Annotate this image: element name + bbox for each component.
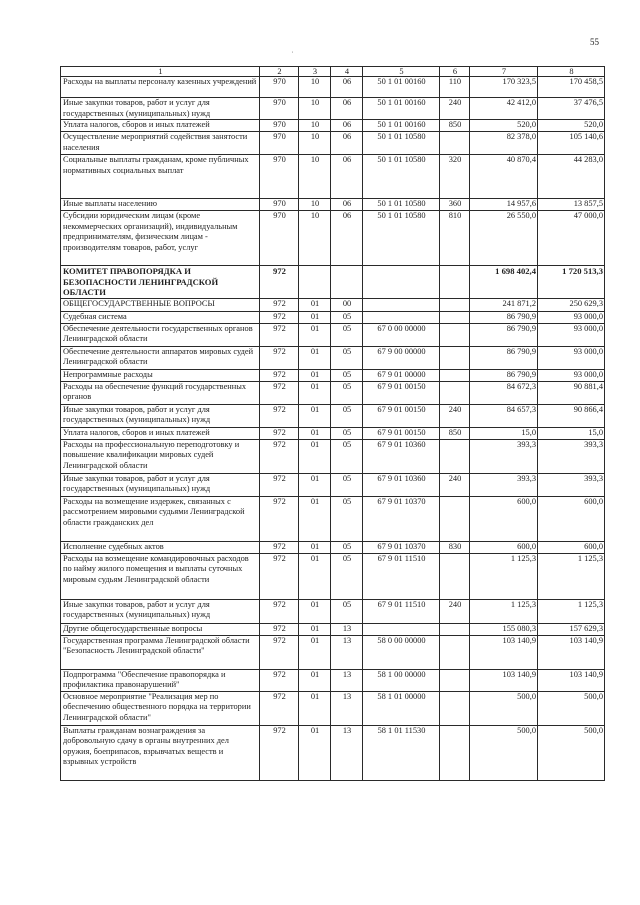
cell-rz: 10	[299, 155, 331, 199]
cell-vr	[440, 298, 470, 311]
cell-csr: 50 1 01 10580	[363, 199, 440, 211]
cell-name: Иные закупки товаров, работ и услуг для государственных (муниципальных) нужд	[61, 473, 260, 496]
cell-name: Социальные выплаты гражданам, кроме публичных нормативных социальных выплат	[61, 155, 260, 199]
cell-csr: 58 1 01 11530	[363, 725, 440, 780]
table-row	[61, 496, 605, 541]
cell-name: Расходы на возмещение издержек, связанных с рассмотрением мировыми судьями Ленинградской области гражданских дел	[61, 496, 260, 541]
table-row	[61, 381, 605, 404]
cell-y1: 1 125,3	[470, 599, 538, 623]
cell-y1: 15,0	[470, 427, 538, 439]
cell-pr: 06	[331, 77, 363, 98]
cell-name: Иные закупки товаров, работ и услуг для государственных (муниципальных) нужд	[61, 599, 260, 623]
cell-vr: 360	[440, 199, 470, 211]
table-row	[61, 298, 605, 311]
cell-pr: 05	[331, 311, 363, 323]
table-row	[61, 120, 605, 132]
cell-csr: 58 1 01 00000	[363, 691, 440, 725]
table-body	[61, 67, 605, 781]
cell-y2: 105 140,6	[538, 132, 605, 155]
header-cell: 3	[299, 67, 331, 77]
cell-vr	[440, 691, 470, 725]
cell-name: Судебная система	[61, 311, 260, 323]
cell-vr	[440, 669, 470, 691]
cell-y1: 500,0	[470, 691, 538, 725]
cell-y1: 86 790,9	[470, 346, 538, 369]
cell-vr	[440, 496, 470, 541]
cell-pr: 05	[331, 599, 363, 623]
cell-csr: 67 9 01 11510	[363, 553, 440, 599]
cell-y2: 90 866,4	[538, 404, 605, 427]
cell-pr: 06	[331, 120, 363, 132]
table-row	[61, 346, 605, 369]
cell-rz: 10	[299, 77, 331, 98]
cell-rz: 01	[299, 311, 331, 323]
header-cell: 7	[470, 67, 538, 77]
table-row	[61, 725, 605, 780]
header-cell: 6	[440, 67, 470, 77]
table-row	[61, 669, 605, 691]
cell-ved: 972	[260, 669, 299, 691]
cell-csr: 67 9 01 00000	[363, 369, 440, 381]
cell-csr: 50 1 01 00160	[363, 120, 440, 132]
table-row	[61, 427, 605, 439]
cell-y2: 393,3	[538, 439, 605, 473]
cell-name: Выплаты гражданам вознаграждения за добровольную сдачу в органы внутренних дел оружия, боеприпасов, взрывчатых веществ и взрывных устройств	[61, 725, 260, 780]
cell-y1: 241 871,2	[470, 298, 538, 311]
cell-pr: 00	[331, 298, 363, 311]
cell-ved: 972	[260, 404, 299, 427]
cell-pr: 05	[331, 439, 363, 473]
cell-y1: 86 790,9	[470, 311, 538, 323]
cell-vr	[440, 553, 470, 599]
cell-csr: 67 9 00 00000	[363, 346, 440, 369]
cell-y1: 500,0	[470, 725, 538, 780]
cell-y2: 103 140,9	[538, 669, 605, 691]
cell-ved: 970	[260, 77, 299, 98]
cell-y2: 600,0	[538, 541, 605, 553]
cell-vr: 240	[440, 404, 470, 427]
cell-csr: 67 9 01 10370	[363, 541, 440, 553]
cell-pr: 05	[331, 381, 363, 404]
cell-y1: 155 080,3	[470, 623, 538, 635]
table-row	[61, 473, 605, 496]
cell-vr	[440, 439, 470, 473]
cell-csr: 58 0 00 00000	[363, 635, 440, 669]
cell-ved: 970	[260, 132, 299, 155]
cell-y2: 93 000,0	[538, 369, 605, 381]
table-row	[61, 404, 605, 427]
cell-name: Уплата налогов, сборов и иных платежей	[61, 427, 260, 439]
cell-vr: 240	[440, 473, 470, 496]
cell-y2: 157 629,3	[538, 623, 605, 635]
cell-y1: 42 412,0	[470, 98, 538, 120]
header-cell: 5	[363, 67, 440, 77]
cell-y2: 103 140,9	[538, 635, 605, 669]
cell-name: Расходы на выплаты персоналу казенных учреждений	[61, 77, 260, 98]
header-cell: 8	[538, 67, 605, 77]
cell-pr: 06	[331, 98, 363, 120]
cell-y1: 600,0	[470, 496, 538, 541]
cell-vr: 240	[440, 599, 470, 623]
cell-vr: 240	[440, 98, 470, 120]
cell-pr: 05	[331, 541, 363, 553]
cell-csr: 67 9 01 11510	[363, 599, 440, 623]
cell-pr: 13	[331, 691, 363, 725]
table-row	[61, 691, 605, 725]
header-cell: 2	[260, 67, 299, 77]
cell-y1: 600,0	[470, 541, 538, 553]
cell-name: Основное мероприятие "Реализация мер по обеспечению общественного порядка на территории Ленинградской области"	[61, 691, 260, 725]
cell-y2: 170 458,5	[538, 77, 605, 98]
cell-name: Субсидии юридическим лицам (кроме некоммерческих организаций), индивидуальным предпринимателям, физическим лицам - производителям товаров, работ, услуг	[61, 211, 260, 266]
table-row	[61, 98, 605, 120]
cell-name: Уплата налогов, сборов и иных платежей	[61, 120, 260, 132]
cell-pr: 13	[331, 725, 363, 780]
cell-csr: 67 9 01 00150	[363, 404, 440, 427]
cell-rz: 01	[299, 346, 331, 369]
cell-name: Расходы на профессиональную переподготовку и повышение квалификации мировых судей Ленинградской области	[61, 439, 260, 473]
cell-csr: 67 9 01 10360	[363, 473, 440, 496]
cell-vr	[440, 369, 470, 381]
cell-y1: 393,3	[470, 473, 538, 496]
table-row	[61, 311, 605, 323]
cell-rz: 10	[299, 199, 331, 211]
cell-pr: 13	[331, 669, 363, 691]
cell-ved: 972	[260, 323, 299, 346]
cell-rz: 01	[299, 553, 331, 599]
cell-y1: 84 657,3	[470, 404, 538, 427]
cell-y1: 170 323,5	[470, 77, 538, 98]
cell-y2: 1 125,3	[538, 553, 605, 599]
cell-ved: 972	[260, 496, 299, 541]
cell-ved: 972	[260, 439, 299, 473]
table-row	[61, 541, 605, 553]
cell-csr	[363, 266, 440, 299]
cell-y1: 14 957,6	[470, 199, 538, 211]
cell-vr	[440, 266, 470, 299]
cell-csr	[363, 623, 440, 635]
cell-vr: 850	[440, 120, 470, 132]
cell-y2: 250 629,3	[538, 298, 605, 311]
cell-rz: 01	[299, 381, 331, 404]
cell-y1: 82 378,0	[470, 132, 538, 155]
cell-vr	[440, 725, 470, 780]
scan-speck: ˙	[291, 50, 294, 59]
cell-y2: 500,0	[538, 725, 605, 780]
cell-y2: 393,3	[538, 473, 605, 496]
table-row	[61, 199, 605, 211]
cell-rz: 01	[299, 298, 331, 311]
table-row	[61, 132, 605, 155]
cell-vr	[440, 346, 470, 369]
cell-ved: 970	[260, 98, 299, 120]
cell-ved: 972	[260, 266, 299, 299]
cell-y2: 15,0	[538, 427, 605, 439]
cell-name: Исполнение судебных актов	[61, 541, 260, 553]
cell-ved: 970	[260, 199, 299, 211]
cell-y2: 93 000,0	[538, 323, 605, 346]
table-row	[61, 599, 605, 623]
cell-y1: 103 140,9	[470, 669, 538, 691]
cell-pr: 13	[331, 623, 363, 635]
cell-pr: 06	[331, 211, 363, 266]
cell-rz: 01	[299, 427, 331, 439]
cell-y1: 86 790,9	[470, 323, 538, 346]
cell-y1: 40 870,4	[470, 155, 538, 199]
table-row	[61, 623, 605, 635]
cell-rz: 01	[299, 541, 331, 553]
cell-name: Непрограммные расходы	[61, 369, 260, 381]
header-cell: 4	[331, 67, 363, 77]
cell-ved: 972	[260, 369, 299, 381]
cell-rz: 10	[299, 120, 331, 132]
cell-ved: 972	[260, 691, 299, 725]
cell-rz: 01	[299, 635, 331, 669]
cell-name: Подпрограмма "Обеспечение правопорядка и профилактика правонарушений"	[61, 669, 260, 691]
cell-pr	[331, 266, 363, 299]
header-row	[61, 67, 605, 77]
cell-csr: 50 1 01 10580	[363, 211, 440, 266]
cell-rz: 01	[299, 439, 331, 473]
cell-ved: 970	[260, 120, 299, 132]
cell-ved: 972	[260, 311, 299, 323]
cell-vr	[440, 323, 470, 346]
cell-rz: 01	[299, 404, 331, 427]
cell-pr: 05	[331, 473, 363, 496]
cell-vr	[440, 132, 470, 155]
cell-csr	[363, 311, 440, 323]
cell-rz: 10	[299, 98, 331, 120]
cell-rz: 10	[299, 211, 331, 266]
cell-ved: 972	[260, 599, 299, 623]
cell-csr: 58 1 00 00000	[363, 669, 440, 691]
cell-rz: 01	[299, 473, 331, 496]
cell-y1: 1 125,3	[470, 553, 538, 599]
cell-rz: 01	[299, 725, 331, 780]
cell-pr: 13	[331, 635, 363, 669]
cell-csr: 50 1 01 10580	[363, 132, 440, 155]
cell-rz: 01	[299, 323, 331, 346]
cell-name: Иные закупки товаров, работ и услуг для государственных (муниципальных) нужд	[61, 404, 260, 427]
cell-name: Расходы на возмещение командировочных расходов по найму жилого помещения и выплаты суточных мировым судьям Ленинградской области	[61, 553, 260, 599]
cell-y2: 1 125,3	[538, 599, 605, 623]
cell-y2: 600,0	[538, 496, 605, 541]
cell-y2: 1 720 513,3	[538, 266, 605, 299]
cell-pr: 05	[331, 323, 363, 346]
cell-ved: 970	[260, 211, 299, 266]
cell-csr: 50 1 01 00160	[363, 77, 440, 98]
cell-y1: 84 672,3	[470, 381, 538, 404]
cell-pr: 05	[331, 346, 363, 369]
cell-vr: 110	[440, 77, 470, 98]
table-row	[61, 369, 605, 381]
cell-ved: 970	[260, 155, 299, 199]
page-number: 55	[590, 37, 599, 47]
cell-y1: 520,0	[470, 120, 538, 132]
cell-ved: 972	[260, 635, 299, 669]
cell-y2: 500,0	[538, 691, 605, 725]
cell-vr: 850	[440, 427, 470, 439]
cell-pr: 06	[331, 199, 363, 211]
table-row	[61, 266, 605, 299]
header-cell: 1	[61, 67, 260, 77]
cell-csr: 67 0 00 00000	[363, 323, 440, 346]
table-row	[61, 635, 605, 669]
table-row	[61, 77, 605, 98]
cell-csr: 67 9 01 00150	[363, 427, 440, 439]
cell-pr: 05	[331, 496, 363, 541]
cell-vr	[440, 623, 470, 635]
cell-y2: 13 857,5	[538, 199, 605, 211]
cell-y2: 47 000,0	[538, 211, 605, 266]
cell-name: ОБЩЕГОСУДАРСТВЕННЫЕ ВОПРОСЫ	[61, 298, 260, 311]
cell-y1: 86 790,9	[470, 369, 538, 381]
cell-rz	[299, 266, 331, 299]
cell-rz: 10	[299, 132, 331, 155]
cell-y1: 393,3	[470, 439, 538, 473]
cell-pr: 06	[331, 155, 363, 199]
cell-csr	[363, 298, 440, 311]
cell-name: КОМИТЕТ ПРАВОПОРЯДКА И БЕЗОПАСНОСТИ ЛЕНИНГРАДСКОЙ ОБЛАСТИ	[61, 266, 260, 299]
cell-y1: 1 698 402,4	[470, 266, 538, 299]
cell-ved: 972	[260, 541, 299, 553]
cell-vr: 810	[440, 211, 470, 266]
cell-y2: 93 000,0	[538, 311, 605, 323]
cell-pr: 05	[331, 427, 363, 439]
cell-y2: 37 476,5	[538, 98, 605, 120]
cell-name: Иные выплаты населению	[61, 199, 260, 211]
cell-rz: 01	[299, 496, 331, 541]
table-row	[61, 439, 605, 473]
cell-vr	[440, 311, 470, 323]
cell-csr: 50 1 01 00160	[363, 98, 440, 120]
cell-pr: 05	[331, 369, 363, 381]
table-row	[61, 553, 605, 599]
cell-rz: 01	[299, 669, 331, 691]
cell-ved: 972	[260, 381, 299, 404]
cell-csr: 67 9 01 10370	[363, 496, 440, 541]
cell-csr: 67 9 01 00150	[363, 381, 440, 404]
cell-y1: 103 140,9	[470, 635, 538, 669]
cell-y2: 520,0	[538, 120, 605, 132]
cell-ved: 972	[260, 473, 299, 496]
cell-vr	[440, 635, 470, 669]
cell-ved: 972	[260, 298, 299, 311]
cell-name: Государственная программа Ленинградской области "Безопасность Ленинградской области"	[61, 635, 260, 669]
cell-y2: 90 881,4	[538, 381, 605, 404]
cell-rz: 01	[299, 369, 331, 381]
cell-y1: 26 550,0	[470, 211, 538, 266]
cell-csr: 50 1 01 10580	[363, 155, 440, 199]
cell-name: Расходы на обеспечение функций государственных органов	[61, 381, 260, 404]
cell-y2: 44 283,0	[538, 155, 605, 199]
cell-rz: 01	[299, 691, 331, 725]
cell-pr: 06	[331, 132, 363, 155]
cell-pr: 05	[331, 404, 363, 427]
table-row	[61, 211, 605, 266]
cell-ved: 972	[260, 346, 299, 369]
table-row	[61, 155, 605, 199]
cell-ved: 972	[260, 725, 299, 780]
cell-ved: 972	[260, 623, 299, 635]
cell-vr	[440, 381, 470, 404]
table-row	[61, 323, 605, 346]
cell-pr: 05	[331, 553, 363, 599]
cell-vr: 320	[440, 155, 470, 199]
cell-name: Обеспечение деятельности аппаратов мировых судей Ленинградской области	[61, 346, 260, 369]
cell-rz: 01	[299, 623, 331, 635]
cell-ved: 972	[260, 427, 299, 439]
cell-rz: 01	[299, 599, 331, 623]
cell-y2: 93 000,0	[538, 346, 605, 369]
cell-name: Другие общегосударственные вопросы	[61, 623, 260, 635]
cell-name: Иные закупки товаров, работ и услуг для государственных (муниципальных) нужд	[61, 98, 260, 120]
cell-ved: 972	[260, 553, 299, 599]
cell-name: Обеспечение деятельности государственных органов Ленинградской области	[61, 323, 260, 346]
cell-csr: 67 9 01 10360	[363, 439, 440, 473]
budget-table	[60, 66, 605, 781]
cell-vr: 830	[440, 541, 470, 553]
cell-name: Осуществление мероприятий содействия занятости населения	[61, 132, 260, 155]
